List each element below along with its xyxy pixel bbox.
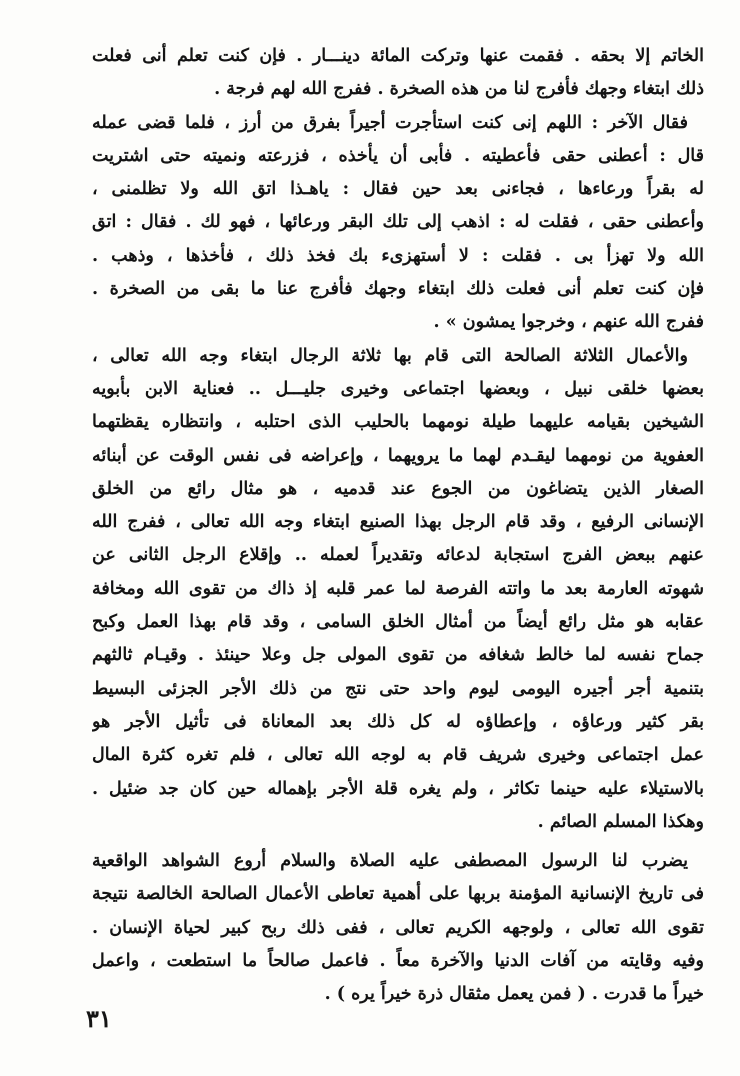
text-line: له بقراً ورعاءها ، فجاءنى بعد حين فقال : ياهـذا اتق الله ولا تظلمنى ، [92, 179, 704, 200]
text-line: وأعطنى حقى ، فقلت له : اذهب إلى تلك البقر ورعائها ، فهو لك . فقال : اتق [92, 212, 704, 233]
text-line: العفوية من نومهما ليقـدم لهما ما يرويهما ، وإعراضه فى نفس الوقت عن أبنائه [92, 445, 704, 466]
text-line: قال : أعطنى حقى فأعطيته . فأبى أن يأخذه ، فزرعته ونميته حتى اشتريت [92, 145, 704, 166]
text-line: ذلك ابتغاء وجهك فأفرج لنا من هذه الصخرة . ففرج الله لهم فرجة . [214, 79, 704, 100]
text-line: عنهم ببعض الفرج استجابة لدعائه وتقديراً لعمله .. وإقلاع الرجل الثانى عن [92, 545, 704, 566]
text-line: عقابه هو مثل رائع أيضاً من أمثال الخلق السامى ، وقد قام بهذا العمل وكبح [92, 612, 704, 633]
text-line: ففرج الله عنهم ، وخرجوا يمشون » . [433, 312, 704, 333]
text-line: فإن كنت تعلم أنى فعلت ذلك ابتغاء وجهك فأفرج عنا ما بقى من الصخرة . [92, 279, 704, 300]
text-line: الصغار الذين يتضاغون من الجوع عند قدميه ، هو مثال رائع من الخلق [92, 478, 704, 499]
text-line: خيراً ما قدرت . ( فمن يعمل مثقال ذرة خيراً يره ) . [324, 984, 704, 1005]
text-line: يضرب لنا الرسول المصطفى عليه الصلاة والسلام أروع الشواهد الواقعية [92, 851, 688, 872]
text-line: شهوته العارمة بعد ما واتته الفرصة لما عمر قلبه إذ ذاك من تقوى الله ومخافة [92, 578, 704, 599]
text-line: الإنسانى الرفيع ، وقد قام الرجل بهذا الصنيع ابتغاء وجه الله تعالى ، ففرج الله [92, 512, 704, 533]
text-line: جماح نفسه لما خالط شغافه من تقوى المولى جل وعلا حينئذ . وقيـام ثالثهم [92, 645, 704, 666]
document-body [92, 40, 704, 1012]
page-number: ٣١ [86, 1004, 112, 1033]
text-line: بعضها خلقى نبيل ، وبعضها اجتماعى وخيرى جليـــل .. فعناية الابن بأبويه [92, 378, 704, 399]
text-line: وفيه وقايته من آفات الدنيا والآخرة معاً . فاعمل صالحاً ما استطعت ، واعمل [92, 951, 704, 972]
text-line: بتنمية أجر أجيره اليومى ليوم واحد حتى نتج من ذلك الأجر الجزئى البسيط [92, 678, 704, 699]
text-line: والأعمال الثلاثة الصالحة التى قام بها ثلاثة الرجال ابتغاء وجه الله تعالى ، [92, 345, 688, 366]
text-line: فى تاريخ الإنسانية المؤمنة بربها على أهمية تعاطى الأعمال الصالحة الخالصة نتيجة [92, 884, 704, 905]
text-line: الله ولا تهزأ بى . فقلت : لا أستهزىء بك فخذ ذلك ، فأخذها ، وذهب . [92, 245, 704, 266]
text-line: بقر كثير ورعاؤه ، وإعطاؤه له كل ذلك بعد المعاناة فى تأثيل الأجر هو [92, 711, 704, 732]
text-line: فقال الآخر : اللهم إنى كنت استأجرت أجيراً بفرق من أرز ، فلما قضى عمله [92, 112, 688, 133]
text-line: الشيخين بقيامه عليهما طيلة نومهما بالحليب الذى احتلبه ، وانتظاره يقظتهما [92, 412, 704, 433]
text-line: بالاستيلاء عليه حينما تكاثر ، ولم يغره قلة الأجر بإهماله حين كان جد ضئيل . [92, 778, 704, 799]
text-line: تقوى الله تعالى ، ولوجهه الكريم تعالى ، ففى ذلك ربح كبير لحياة الإنسان . [92, 917, 704, 938]
text-line: وهكذا المسلم الصائم . [537, 811, 704, 832]
text-line: الخاتم إلا بحقه . فقمت عنها وتركت المائة دينـــار . فإن كنت تعلم أنى فعلت [92, 46, 704, 66]
text-line: عمل اجتماعى وخيرى شريف قام به لوجه الله تعالى ، فلم تغره كثرة المال [92, 745, 704, 766]
